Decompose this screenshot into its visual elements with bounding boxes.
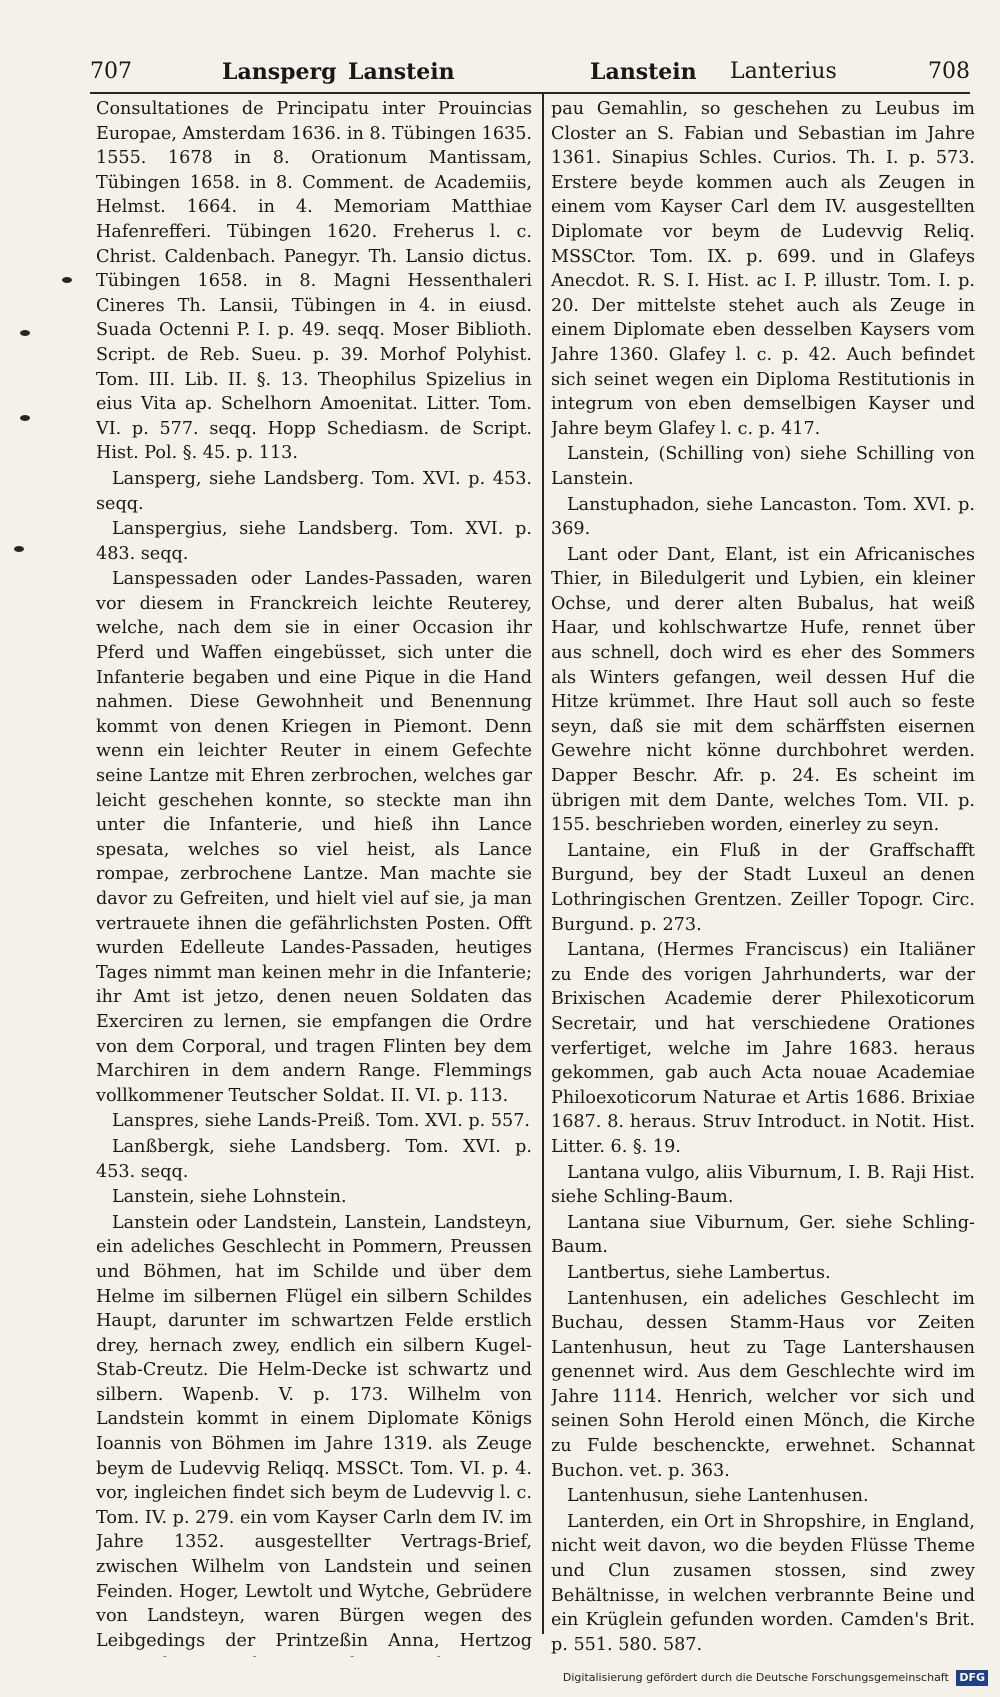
dfg-logo: DFG (956, 1670, 988, 1686)
entry-lantaine: Lantaine, ein Fluß in der Graffschafft Burgund, bey der Stadt Luxeul an denen Lothringischen Grentzen. Zeiller Topogr. Circ. Burgund. p. 273. (551, 840, 975, 935)
page-number-left: 707 (90, 59, 132, 84)
column-divider (542, 94, 544, 1634)
margin-mark (62, 277, 72, 283)
running-headword-left-first: Lansperg (222, 59, 337, 85)
running-headword-right-last: Lanterius (730, 59, 837, 84)
entry-lantana-hermes: Lantana, (Hermes Franciscus) ein Italiäner zu Ende des vorigen Jahrhunderts, war der Brixischen Academie derer Philexoticorum Secretair, und hat verschiedene Orationes verfertiget, welche im Jahre 1683. heraus gekommen, gab auch Acta nouae Academiae Philoexoticorum Naturae et Artis 1686. Brixiae 1687. 8. heraus. Struv Introduct. in Notit. Hist. Litter. 6. §. 19. (551, 940, 975, 1157)
margin-mark (14, 546, 24, 552)
entry-lansperg: Lansperg, siehe Landsberg. Tom. XVI. p. 453. seqq. (96, 468, 532, 514)
entry-lantana-vulgo: Lantana vulgo, aliis Viburnum, I. B. Raji Hist. siehe Schling-Baum. (551, 1162, 975, 1208)
entry-lanstuphadon: Lanstuphadon, siehe Lancaston. Tom. XVI. p. 369. (551, 494, 975, 540)
digitization-credit (563, 1670, 988, 1686)
margin-mark (20, 415, 30, 421)
entry-lantbertus: Lantbertus, siehe Lambertus. (567, 1262, 831, 1283)
margin-mark (20, 330, 30, 336)
right-column (551, 97, 975, 1657)
entry-lant: Lant oder Dant, Elant, ist ein Africanisches Thier, in Biledulgerit und Lybien, ein kleiner Ochse, und derer alten Bubalus, hat weiß Haar, und kohlschwartze Hufe, rennet über aus schnell, doch wird es eher des Sommers als Winters gefangen, weil dessen Huf die Hitze krümmet. Ihre Haut soll auch so feste seyn, daß sie mit dem schärffsten eisernen Gewehre nicht könne durchbohret werden. Dapper Beschr. Afr. p. 24. Es scheint im übrigen mit dem Dante, welches Tom. VII. p. 155. beschrieben worden, einerley zu seyn. (551, 544, 975, 836)
header-rule (90, 92, 970, 94)
entry-lanterden: Lanterden, ein Ort in Shropshire, in England, nicht weit davon, wo die beyden Flüsse Theme und Clun zusamen stossen, sind zwey Behältnisse, in welchen verbrannte Beine und ein Krüglein gefunden worden. Camden's Brit. p. 551. 580. 587. (551, 1511, 975, 1655)
entry-lanstein-landstein: Lanstein oder Landstein, Lanstein, Landsteyn, ein adeliches Geschlecht in Pommern, Preussen und Böhmen, hat im Schilde und über dem Helme im silbernen Flügel ein silbern Schildes Haupt, darunter im schwartzen Felde erstlich drey, hernach zwey, endlich ein silbern Kugel-Stab-Creutz. Die Helm-Decke ist schwartz und silbern. Wapenb. V. p. 173. Wilhelm von Landstein kommt in einem Diplomate Königs Ioannis von Böhmen im Jahre 1319. als Zeuge beym de Ludevvig Reliqq. MSSCt. Tom. VI. p. 4. vor, ingleichen findet sich beym de Ludevvig l. c. Tom. IV. p. 279. ein vom Kayser Carln dem IV. im Jahre 1352. ausgestellter Vertrags-Brief, zwischen Wilhelm von Landstein und seinen Feinden. Hoger, Lewtolt und Wytche, Gebrüdere von Landsteyn, waren Bürgen wegen des Leibgedings der Printzeßin Anna, Hertzog (96, 1212, 532, 1651)
entry-lantana-siue: Lantana siue Viburnum, Ger. siehe Schling-Baum. (551, 1212, 975, 1258)
running-headword-left-last: Lanstein (348, 59, 455, 85)
entry-continuation-lanstein: pau Gemahlin, so geschehen zu Leubus im Closter an S. Fabian und Sebastian im Jahre 1361. Sinapius Schles. Curios. Th. I. p. 573. Erstere beyde kommen auch als Zeugen in einem vom Kayser Carl dem IV. ausgestellten Diplomate vor beym de Ludevvig Reliq. MSSCtor. Tom. IX. p. 699. und in Glafeys Anecdot. R. S. I. Hist. ac I. P. illustr. Tom. I. p. 20. Der mittelste stehet auch als Zeuge in einem Diplomate eben desselben Kaysers vom Jahre 1360. Glafey l. c. p. 42. Auch befindet sich seinet wegen ein Diploma Restitutionis in integrum von eben demselbigen Kayser und Jahre beym Glafey l. c. p. 417. (551, 99, 975, 439)
entry-lanspres: Lanspres, siehe Lands-Preiß. Tom. XVI. p. 557. (112, 1111, 531, 1132)
entry-lanspergius: Lanspergius, siehe Landsberg. Tom. XVI. p. 483. seqq. (96, 519, 532, 564)
entry-lantenhusen: Lantenhusen, ein adeliches Geschlecht im Buchau, dessen Stamm-Haus vor Zeiten Lantenhusun, heut zu Tage Lantershausen genennet wird. Aus dem Geschlechte wird im Jahre 1114. Henrich, welcher vor sich und seinen Sohn Herold einen Mönch, die Kirche zu Fulde beschenckte, erwehnet. Schannat Buchon. vet. p. 363. (551, 1288, 975, 1481)
credit-text: Digitalisierung gefördert durch die Deutsche Forschungsgemeinschaft (562, 1671, 949, 1684)
entry-lanstein-lohnstein: Lanstein, siehe Lohnstein. (112, 1187, 347, 1208)
running-headword-right-first: Lanstein (590, 59, 697, 85)
entry-continuation-lansius: Consultationes de Principatu inter Prouincias Europae, Amsterdam 1636. in 8. Tübingen 1635. 1555. 1678 in 8. Orationum Mantissam, Tübingen 1658. in 8. Comment. de Academiis, Helmst. 1664. in 4. Memoriam Matthiae Hafenrefferi. Tübingen 1620. Freherus l. c. Christ. Caldenbach. Panegyr. Th. Lansio dictus. Tübingen 1658. in 8. Magni Hessenthaleri Cineres Th. Lansii, Tübingen in 4. in eiusd. Suada Octenni P. I. p. 49. seqq. Moser Biblioth. Script. de Reb. Sueu. p. 39. Morhof Polyhist. Tom. III. Lib. II. §. 13. Theophilus Spizelius in eius Vita ap. Schelhorn Amoenitat. Litter. Tom. VI. p. 577. seqq. Hopp Schediasm. de Script. Hist. Pol. §. 45. p. 113. (96, 99, 532, 464)
entry-lantenhusun: Lantenhusun, siehe Lantenhusen. (567, 1486, 869, 1507)
left-column (96, 97, 532, 1657)
entry-lanspessaden: Lanspessaden oder Landes-Passaden, waren vor diesem in Franckreich leichte Reuterey, welche, nach dem sie in einer Occasion ihr Pferd und Waffen eingebüsset, sich unter die Infanterie begaben und eine Pique in die Hand nahmen. Diese Gewohnheit und Benennung kommt von denen Kriegen in Piemont. Denn wenn ein leichter Reuter in einem Gefechte seine Lantze mit Ehren zerbrochen, welches gar leicht geschehen konnte, so steckte man ihn unter die Infanterie, und hieß ihn Lance spesata, welches so viel heist, als Lance rompae, zerbrochene Lantze. Man machte sie davor zu Gefreiten, und hielt viel auf sie, ja man vertrauete ihnen die gefährlichsten Posten. Offt wurden Edelleute Landes-Passaden, heutiges Tages nimmt man keinen mehr in die Infanterie; ihr Amt ist jetzo, denen neuen Soldaten das Exerciren zu lernen, sie empfangen die Ordre von dem Corporal, und tragen Flinten bey dem Marchiren in dem andern Range. Flemmings vollkommener Teutscher Soldat. II. VI. p. 113. (96, 569, 532, 1106)
entry-lanstein-schilling: Lanstein, (Schilling von) siehe Schilling von Lanstein. (551, 444, 975, 489)
entry-lanssbergk: Lanßbergk, siehe Landsberg. Tom. XVI. p. 453. seqq. (96, 1136, 532, 1182)
page-number-right: 708 (928, 59, 970, 84)
running-header (90, 52, 970, 92)
